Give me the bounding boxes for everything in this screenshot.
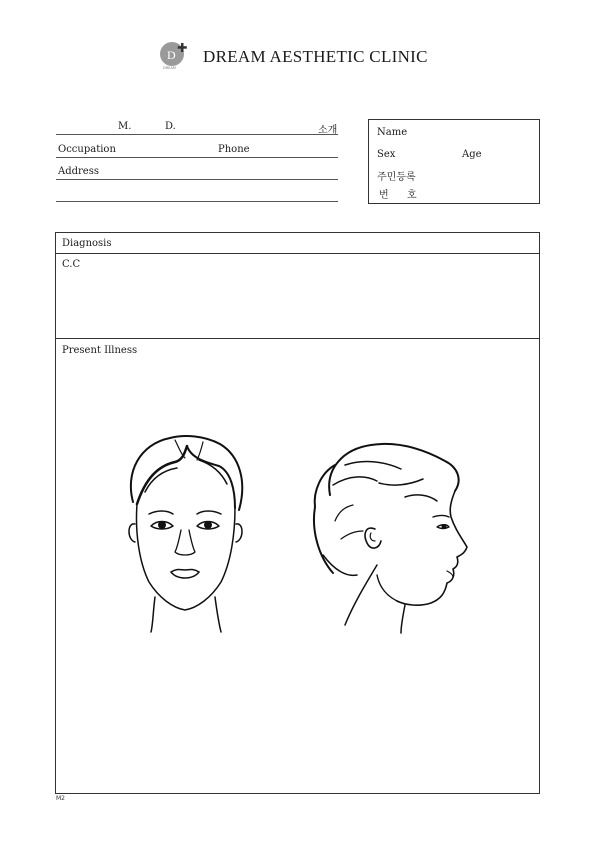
name-label: Name [377, 127, 408, 138]
age-label: Age [462, 149, 482, 160]
address-line-2[interactable] [56, 201, 338, 202]
occupation-label: Occupation [58, 144, 116, 155]
sex-label: Sex [377, 149, 396, 160]
address-line-1[interactable] [56, 179, 338, 180]
clinic-name: DREAM AESTHETIC CLINIC [203, 47, 428, 66]
resident-id-label-line2b: 호 [407, 190, 417, 201]
form-code: M2 [56, 795, 65, 802]
referral-label: 소개 [318, 125, 338, 136]
diagnosis-divider [56, 253, 539, 254]
md-label-2: D. [165, 121, 176, 132]
patient-info-box [368, 119, 540, 204]
cc-divider [56, 338, 539, 339]
clinic-logo [160, 40, 190, 70]
cc-label: C.C [62, 259, 81, 270]
occupation-phone-line[interactable] [56, 157, 338, 158]
address-label: Address [58, 166, 99, 177]
resident-id-label-line2a: 번 [379, 190, 389, 201]
side-face-diagram[interactable] [305, 435, 480, 635]
resident-id-label-line1: 주민등록 [377, 172, 416, 183]
logo-letter: D [167, 48, 176, 62]
diagnosis-label: Diagnosis [62, 238, 112, 249]
phone-label: Phone [218, 144, 250, 155]
md-label-1: M. [118, 121, 132, 132]
referral-line[interactable] [56, 134, 338, 135]
front-face-diagram[interactable] [115, 432, 255, 637]
present-illness-label: Present Illness [62, 345, 138, 356]
logo-subtext: DREAM [163, 66, 176, 70]
